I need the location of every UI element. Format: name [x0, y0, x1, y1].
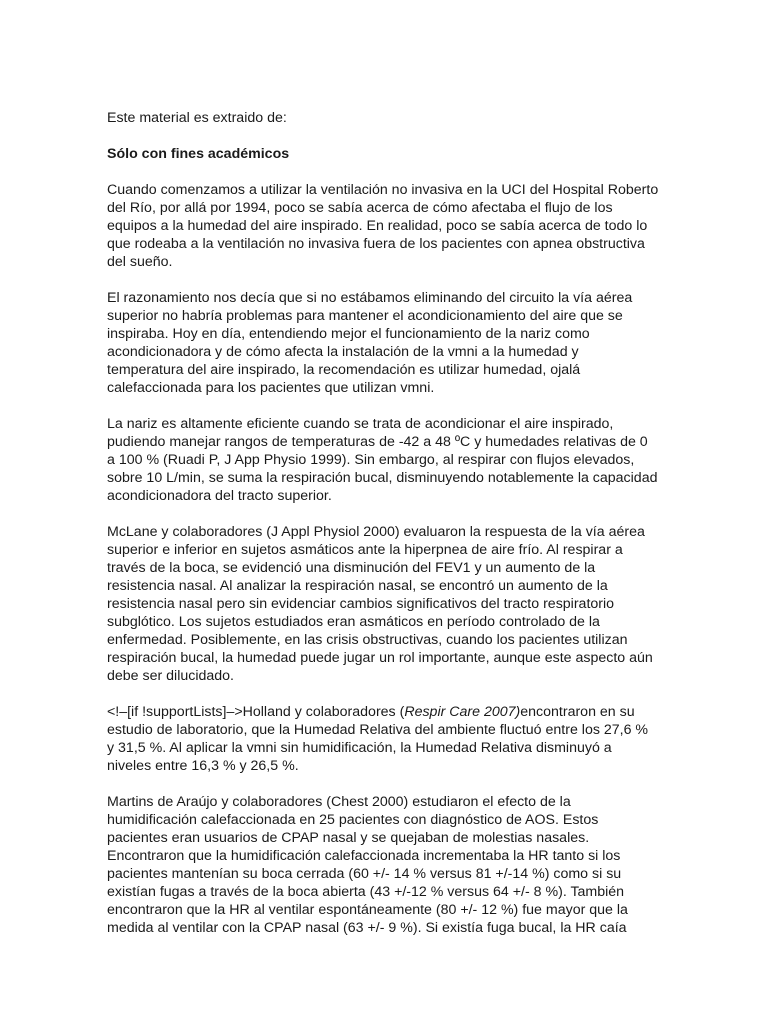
paragraph-6: Martins de Araújo y colaboradores (Chest 2000) estudiaron el efecto de la humidificación calefaccionada en 25 pacientes con diagnóstico de AOS. Estos pacientes eran usuarios de CPAP nasal y se quejaban de molestias nasales. Encontraron que la humidificación calefaccionada incrementaba la HR tanto si los pacientes mantenían su boca cerrada (60 +/- 14 % versus 81 +/-14 %) como si su existían fugas a través de la boca abierta (43 +/-12 % versus 64 +/- 8 %). También encontraron que la HR al ventilar espontáneamente (80 +/- 12 %) fue mayor que la medida al ventilar con la CPAP nasal (63 +/- 9 %). Si existía fuga bucal, la HR caía [107, 794, 628, 936]
paragraph-3: La nariz es altamente eficiente cuando se trata de acondicionar el aire inspirado, pudiendo manejar rangos de temperaturas de -42 a 48 ºC y humedades relativas de 0 a 100 % (Ruadi P, J App Physio 1999). Sin embargo, al respirar con flujos elevados, sobre 10 L/min, se suma la respiración bucal, disminuyendo notablemente la capacidad acondicionadora del tracto superior. [107, 416, 658, 504]
paragraph-2: El razonamiento nos decía que si no estábamos eliminando del circuito la vía aérea superior no habría problemas para mantener el acondicionamiento del aire que se inspiraba. Hoy en día, entendiendo mejor el funcionamiento de la nariz como acondicionadora y de cómo afecta la instalación de la vmni a la humedad y temperatura del aire inspirado, la recomendación es utilizar humedad, ojalá calefaccionada para los pacientes que utilizan vmni. [107, 290, 633, 396]
paragraph-5-citation: Respir Care 2007) [404, 704, 521, 720]
paragraph-5-body: encontraron en su estudio de laboratorio, que la Humedad Relativa del ambiente fluctuó entre los 27,6 % y 31,5 %. Al aplicar la vmni sin humidificación, la Humedad Relativa disminuyó a niveles entre 16,3 % y 26,5 %. [107, 704, 649, 774]
paragraph-4: McLane y colaboradores (J Appl Physiol 2000) evaluaron la respuesta de la vía aérea superior e inferior en sujetos asmáticos ante la hiperpnea de aire frío. Al respirar a través de la boca, se evidenció una disminución del FEV1 y un aumento de la resistencia nasal. Al analizar la respiración nasal, se encontró un aumento de la resistencia nasal pero sin evidenciar cambios significativos del tracto respiratorio subglótico. Los sujetos estudiados eran asmáticos en período controlado de la enfermedad. Posiblemente, en las crisis obstructivas, cuando los pacientes utilizan respiración bucal, la humedad puede jugar un rol importante, aunque este aspecto aún debe ser dilucidado. [107, 524, 653, 684]
paragraph-5-prefix: <!–[if !supportLists]–>Holland y colaboradores ( [107, 704, 405, 720]
document-body [107, 109, 659, 937]
intro-line: Este material es extraido de: [107, 110, 287, 126]
paragraph-5 [107, 703, 659, 775]
paragraph-1: Cuando comenzamos a utilizar la ventilación no invasiva en la UCI del Hospital Roberto del Río, por allá por 1994, poco se sabía acerca de cómo afectaba el flujo de los equipos a la humedad del aire inspirado. En realidad, poco se sabía acerca de todo lo que rodeaba a la ventilación no invasiva fuera de los pacientes con apnea obstructiva del sueño. [107, 182, 659, 270]
document-heading: Sólo con fines académicos [107, 146, 290, 162]
